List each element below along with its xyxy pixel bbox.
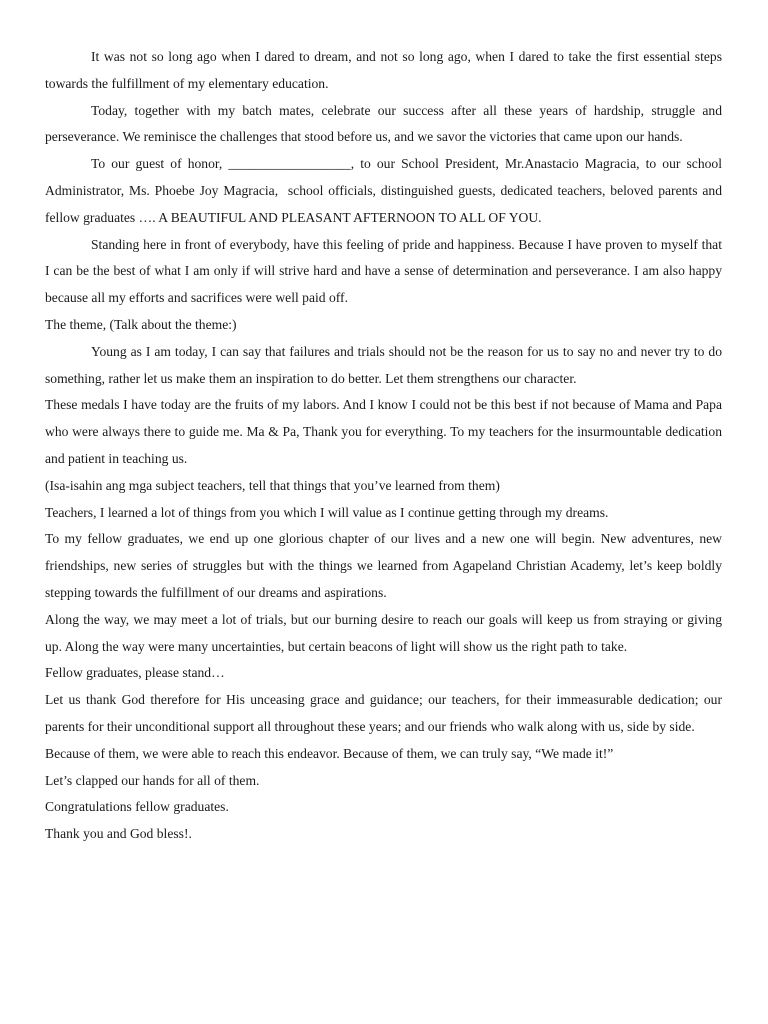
- paragraph-medals-parents: These medals I have today are the fruits of my labors. And I know I could not be this best if not because of Mama and Papa who were always there to guide me. Ma & Pa, Thank you for everything. To my teachers for the insurmountable dedication and patient in teaching us.: [45, 397, 726, 466]
- paragraph-please-stand: Fellow graduates, please stand…: [45, 665, 225, 681]
- paragraph-pride: Standing here in front of everybody, have this feeling of pride and happiness. Because I have proven to myself that I can be the best of what I am only if will strive hard and have a sense of determination and perseverance. I am also happy because all my efforts and sacrifices were well paid off.: [45, 236, 726, 306]
- paragraph-fellow-graduates: To my fellow graduates, we end up one glorious chapter of our lives and a new one will begin. New adventures, new friendships, new series of struggles but with the things we learned from Agapeland Christian Academy, let’s keep boldly stepping towards the fulfillment of our dreams and aspirations.: [45, 531, 726, 600]
- paragraph-thank-god: Let us thank God therefore for His unceasing grace and guidance; our teachers, for their immeasurable dedication; our parents for their unconditional support all throughout these years; and our friends who walk along with us, side by side.: [45, 692, 726, 734]
- paragraph-clap-hands: Let’s clapped our hands for all of them.: [45, 772, 260, 788]
- paragraph-theme-note: The theme, (Talk about the theme:): [45, 316, 237, 332]
- paragraph-greetings: To our guest of honor, __________________, to our School President, Mr.Anastacio Magracia, to our school Administrator, Ms. Phoebe Joy Magracia, school officials, distinguished guests, dedicated teachers, beloved parents and fellow graduates …. A BEAUTIFUL AND PLEASANT AFTERNOON TO ALL OF YOU.: [45, 156, 726, 225]
- paragraph-dream-intro: It was not so long ago when I dared to dream, and not so long ago, when I dared to take the first essential steps towards the fulfillment of my elementary education.: [45, 49, 726, 91]
- paragraph-teachers-thanks: Teachers, I learned a lot of things from you which I will value as I continue getting through my dreams.: [45, 504, 609, 520]
- paragraph-celebrate-success: Today, together with my batch mates, celebrate our success after all these years of hardship, struggle and perseverance. We reminisce the challenges that stood before us, and we savor the victories that came upon our hands.: [45, 102, 726, 145]
- paragraph-teachers-note: (Isa-isahin ang mga subject teachers, tell that things that you’ve learned from them): [45, 477, 500, 493]
- paragraph-congratulations: Congratulations fellow graduates.: [45, 799, 229, 815]
- paragraph-we-made-it: Because of them, we were able to reach this endeavor. Because of them, we can truly say, “We made it!”: [45, 745, 614, 761]
- paragraph-along-the-way: Along the way, we may meet a lot of trials, but our burning desire to reach our goals will keep us from straying or giving up. Along the way were many uncertainties, but certain beacons of light will show us the right path to take.: [45, 611, 726, 654]
- paragraph-closing: Thank you and God bless!.: [45, 826, 192, 842]
- paragraph-failures-trials: Young as I am today, I can say that failures and trials should not be the reason for us to say no and never try to do something, rather let us make them an inspiration to do better. Let them strengthens our character.: [45, 343, 726, 386]
